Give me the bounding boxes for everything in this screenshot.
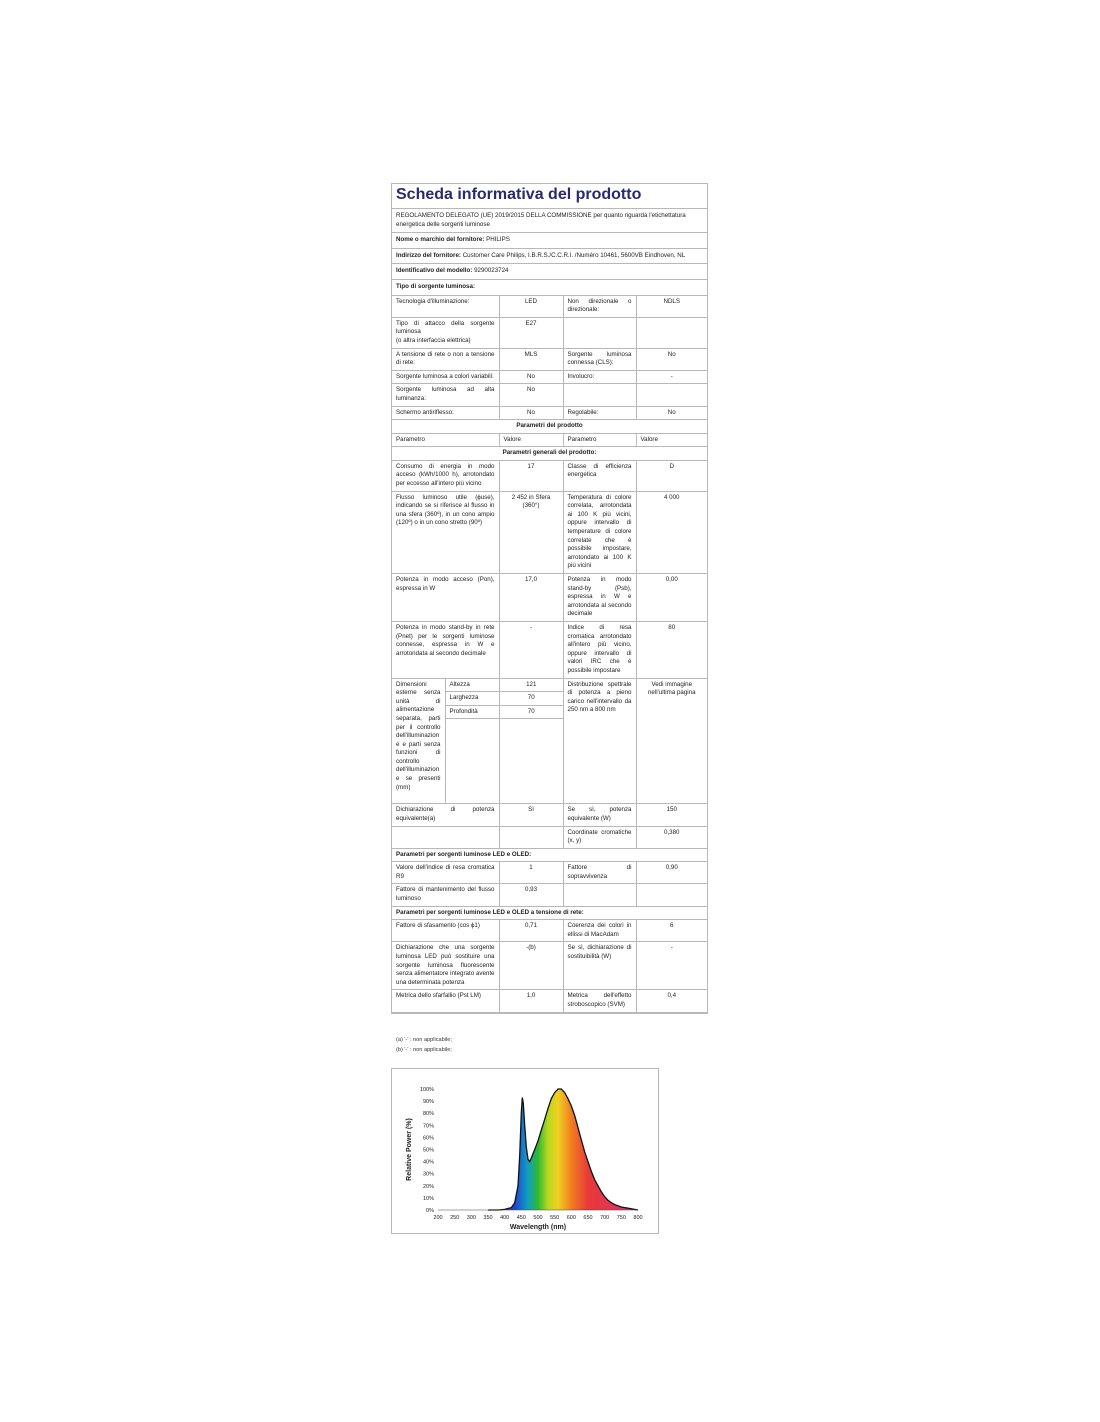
y-tick-label: 70% [422,1123,434,1130]
type-row [392,296,707,318]
spectral-distribution-label: Distribuzione spettrale di potenza a pieno carico nell'intervallo da 250 nm a 800 nm [563,678,636,804]
y-tick-label: 30% [422,1171,434,1178]
y-tick-label: 100% [419,1087,434,1093]
type-param-value: No [499,384,563,406]
product-params-section [392,420,707,461]
product-information-sheet [391,183,708,1014]
sheet-title: Scheda informativa del prodotto [392,184,707,209]
led-row [392,884,707,906]
product-params-heading: Parametri del prodotto [392,420,707,434]
header-value-2: Valore [636,433,707,447]
led-param-value-2: 0,90 [636,862,707,884]
y-tick-label: 20% [422,1183,434,1190]
type-param-value: E27 [499,317,563,348]
mains-param-label: Fattore di sfasamento (cos ϕ1) [392,920,499,942]
type-param-label: Schermo antiriflesso: [392,406,499,420]
y-tick-label: 50% [422,1147,434,1154]
led-params-heading: Parametri per sorgenti luminose LED e OLED: [392,848,707,862]
mains-param-value: 1,0 [499,990,563,1012]
footnote-b: (b) '-' : non applicabile; [396,1047,452,1053]
regulation-text: REGOLAMENTO DELEGATO (UE) 2019/2015 DELLA COMMISSIONE per quanto riguarda l'etichettatura energetica delle sorgenti luminose [392,209,707,233]
type-param-label: Sorgente luminosa ad alta luminanza: [392,384,499,406]
spectral-power-chart [392,1069,658,1233]
x-tick-label: 200 [433,1215,443,1221]
width-label: Larghezza [445,692,499,706]
dimensions-section [392,678,707,804]
type-param-value-2: NDLS [636,296,707,318]
y-tick-label: 0% [426,1208,434,1214]
x-tick-label: 800 [633,1215,643,1221]
general-param-label: Consumo di energia in modo acceso (kWh/1000 h), arrotondato per eccesso all'intero più vicino [392,460,499,491]
height-label: Altezza [445,679,499,692]
y-tick-label: 90% [422,1099,434,1106]
type-row [392,406,707,420]
type-row [392,384,707,406]
led-rows [392,862,707,906]
type-row [392,370,707,384]
spec-table [392,296,707,1013]
led-param-label-2: Fattore di sopravvivenza [563,862,636,884]
mains-row [392,920,707,942]
general-param-label: Potenza in modo acceso (Pon), espressa in W [392,574,499,622]
led-param-label-2 [563,884,636,906]
equiv-param-label-2: Se sì, potenza equivalente (W) [563,804,636,826]
general-row [392,460,707,491]
led-param-label: Fattore di mantenimento del flusso luminoso [392,884,499,906]
equiv-row [392,804,707,826]
header-param-1: Parametro [392,433,499,447]
model-value: 9290023724 [474,267,509,275]
address-value: Customer Care Philips, I.B.R.S./C.C.R.I. /Numéro 10461, 5600VB Eindhoven, NL [462,251,686,259]
mains-param-value-2: - [636,942,707,990]
led-param-value: 0,93 [499,884,563,906]
x-tick-label: 250 [450,1215,460,1221]
y-tick-label: 40% [422,1159,434,1166]
supplier-value: PHILIPS [486,236,510,244]
led-param-label: Valore dell'indice di resa cromatica R9 [392,862,499,884]
type-row [392,348,707,370]
type-param-label-2: Non direzionale o direzionale: [563,296,636,318]
equiv-param-value: Sì [499,804,563,826]
mains-row [392,990,707,1012]
general-rows [392,460,707,678]
type-param-value-2 [636,384,707,406]
type-rows [392,296,707,420]
general-param-label-2: Classe di efficienza energetica [563,460,636,491]
general-row [392,491,707,573]
mains-param-label: Dichiarazione che una sorgente luminosa LED può sostituire una sorgente luminosa fluorescente senza alimentatore integrato avente una determinata potenza [392,942,499,990]
depth-label: Profondità [445,705,499,719]
equiv-param-label [392,826,499,848]
general-params-heading: Parametri generali del prodotto: [392,447,707,461]
mains-params-heading: Parametri per sorgenti luminose LED e OLED a tensione di rete: [392,906,707,920]
x-tick-label: 500 [533,1215,543,1221]
general-param-value: 2 452 in Sfera (360°) [499,491,563,573]
type-param-value: No [499,370,563,384]
general-row [392,574,707,622]
mains-param-value: 0,71 [499,920,563,942]
x-tick-label: 700 [600,1215,610,1221]
type-param-label-2: Sorgente luminosa connessa (CLS): [563,348,636,370]
type-param-label: Tipo di attacco della sorgente luminosa (o altra interfaccia elettrica) [392,317,499,348]
light-source-type-heading: Tipo di sorgente luminosa: [392,280,707,296]
width-value: 70 [499,692,563,706]
x-tick-label: 550 [550,1215,560,1221]
equiv-param-value-2: 150 [636,804,707,826]
mains-param-value-2: 0,4 [636,990,707,1012]
general-param-label: Potenza in modo stand-by in rete (Pnet) per le sorgenti luminose connesse, espressa in W e arrotondata al secondo decimale [392,621,499,678]
y-axis-label: Relative Power (%) [406,1118,413,1181]
mains-param-label-2: Metrica dell'effetto stroboscopico (SVM) [563,990,636,1012]
general-param-value-2: 4 000 [636,491,707,573]
x-tick-label: 600 [566,1215,576,1221]
footnote-a: (a) '-' : non applicabile; [396,1037,452,1043]
height-value: 121 [499,679,563,692]
general-param-label-2: Temperatura di colore correlata, arrotondata ai 100 K più vicini, oppure intervallo di temperature di colore correlate che è possibile impostare, arrotondato ai 100 K più vicini [563,491,636,573]
x-tick-label: 450 [516,1215,526,1221]
equiv-param-label-2: Coordinate cromatiche (x, y) [563,826,636,848]
depth-value: 70 [499,705,563,719]
mains-param-value: -(b) [499,942,563,990]
general-param-value-2: D [636,460,707,491]
type-param-label: Sorgente luminosa a colori variabili: [392,370,499,384]
equiv-param-value [499,826,563,848]
general-param-value: 17 [499,460,563,491]
equiv-row [392,826,707,848]
mains-param-label: Metrica dello sfarfallio (Pst LM) [392,990,499,1012]
dimensions-cell [392,678,563,804]
type-param-value-2 [636,317,707,348]
header-param-2: Parametro [563,433,636,447]
mains-section [392,906,707,920]
type-param-label-2: Regolabile: [563,406,636,420]
dimensions-label: Dimensioni esterne senza unità di alimentazione separata, parti per il controllo dell'illuminazione e parti senza funzioni di controllo dell'illuminazione se presenti (mm) [392,679,445,804]
led-section [392,848,707,862]
general-param-value: - [499,621,563,678]
model-row: Identificativo del modello: 9290023724 [392,264,707,280]
mains-row [392,942,707,990]
header-value-1: Valore [499,433,563,447]
x-tick-label: 350 [483,1215,493,1221]
type-row [392,317,707,348]
x-axis-label: Wavelength (nm) [509,1224,567,1231]
general-param-label: Flusso luminoso utile (ϕuse), indicando se si riferisce al flusso in una sfera (360º), in un cono ampio (120º) o in un cono stretto (90º) [392,491,499,573]
supplier-row: Nome o marchio del fornitore: PHILIPS [392,233,707,249]
led-param-value-2 [636,884,707,906]
type-param-value: MLS [499,348,563,370]
general-param-label-2: Indice di resa cromatica arrotondato all'intero più vicino, oppure intervallo di valori IRC che è possibile impostare [563,621,636,678]
x-tick-label: 400 [500,1215,510,1221]
type-param-label: A tensione di rete o non a tensione di rete: [392,348,499,370]
mains-param-label-2: Se sì, dichiarazione di sostituibilità (W) [563,942,636,990]
general-row [392,621,707,678]
led-param-value: 1 [499,862,563,884]
x-tick-label: 300 [466,1215,476,1221]
spectral-chart-box [391,1068,659,1234]
y-tick-label: 10% [422,1195,434,1202]
led-row [392,862,707,884]
general-param-value-2: 0,00 [636,574,707,622]
address-row: Indirizzo del fornitore: Customer Care Philips, I.B.R.S./C.C.R.I. /Numéro 10461, 5600VB Eindhoven, NL [392,249,707,265]
mains-rows [392,920,707,1012]
equiv-rows [392,804,707,848]
type-param-label-2: Involucro: [563,370,636,384]
equiv-param-label: Dichiarazione di potenza equivalente(a) [392,804,499,826]
y-tick-label: 60% [422,1135,434,1142]
spectral-distribution-value: Vedi immagine nell'ultima pagina [636,678,707,804]
x-tick-label: 750 [616,1215,626,1221]
footnotes [396,1035,452,1055]
general-param-value-2: 80 [636,621,707,678]
y-tick-label: 80% [422,1111,434,1118]
type-param-value-2: - [636,370,707,384]
type-param-value-2: No [636,406,707,420]
general-param-value: 17,0 [499,574,563,622]
type-param-value: No [499,406,563,420]
type-param-value-2: No [636,348,707,370]
general-param-label-2: Potenza in modo stand-by (Psb), espressa in W e arrotondata al secondo decimale [563,574,636,622]
type-param-label: Tecnologia d'illuminazione: [392,296,499,318]
type-param-value: LED [499,296,563,318]
x-tick-label: 650 [583,1215,593,1221]
equiv-param-value-2: 0,380 [636,826,707,848]
mains-param-label-2: Coerenza dei colori in ellissi di MacAdam [563,920,636,942]
mains-param-value-2: 6 [636,920,707,942]
type-param-label-2 [563,384,636,406]
type-param-label-2 [563,317,636,348]
